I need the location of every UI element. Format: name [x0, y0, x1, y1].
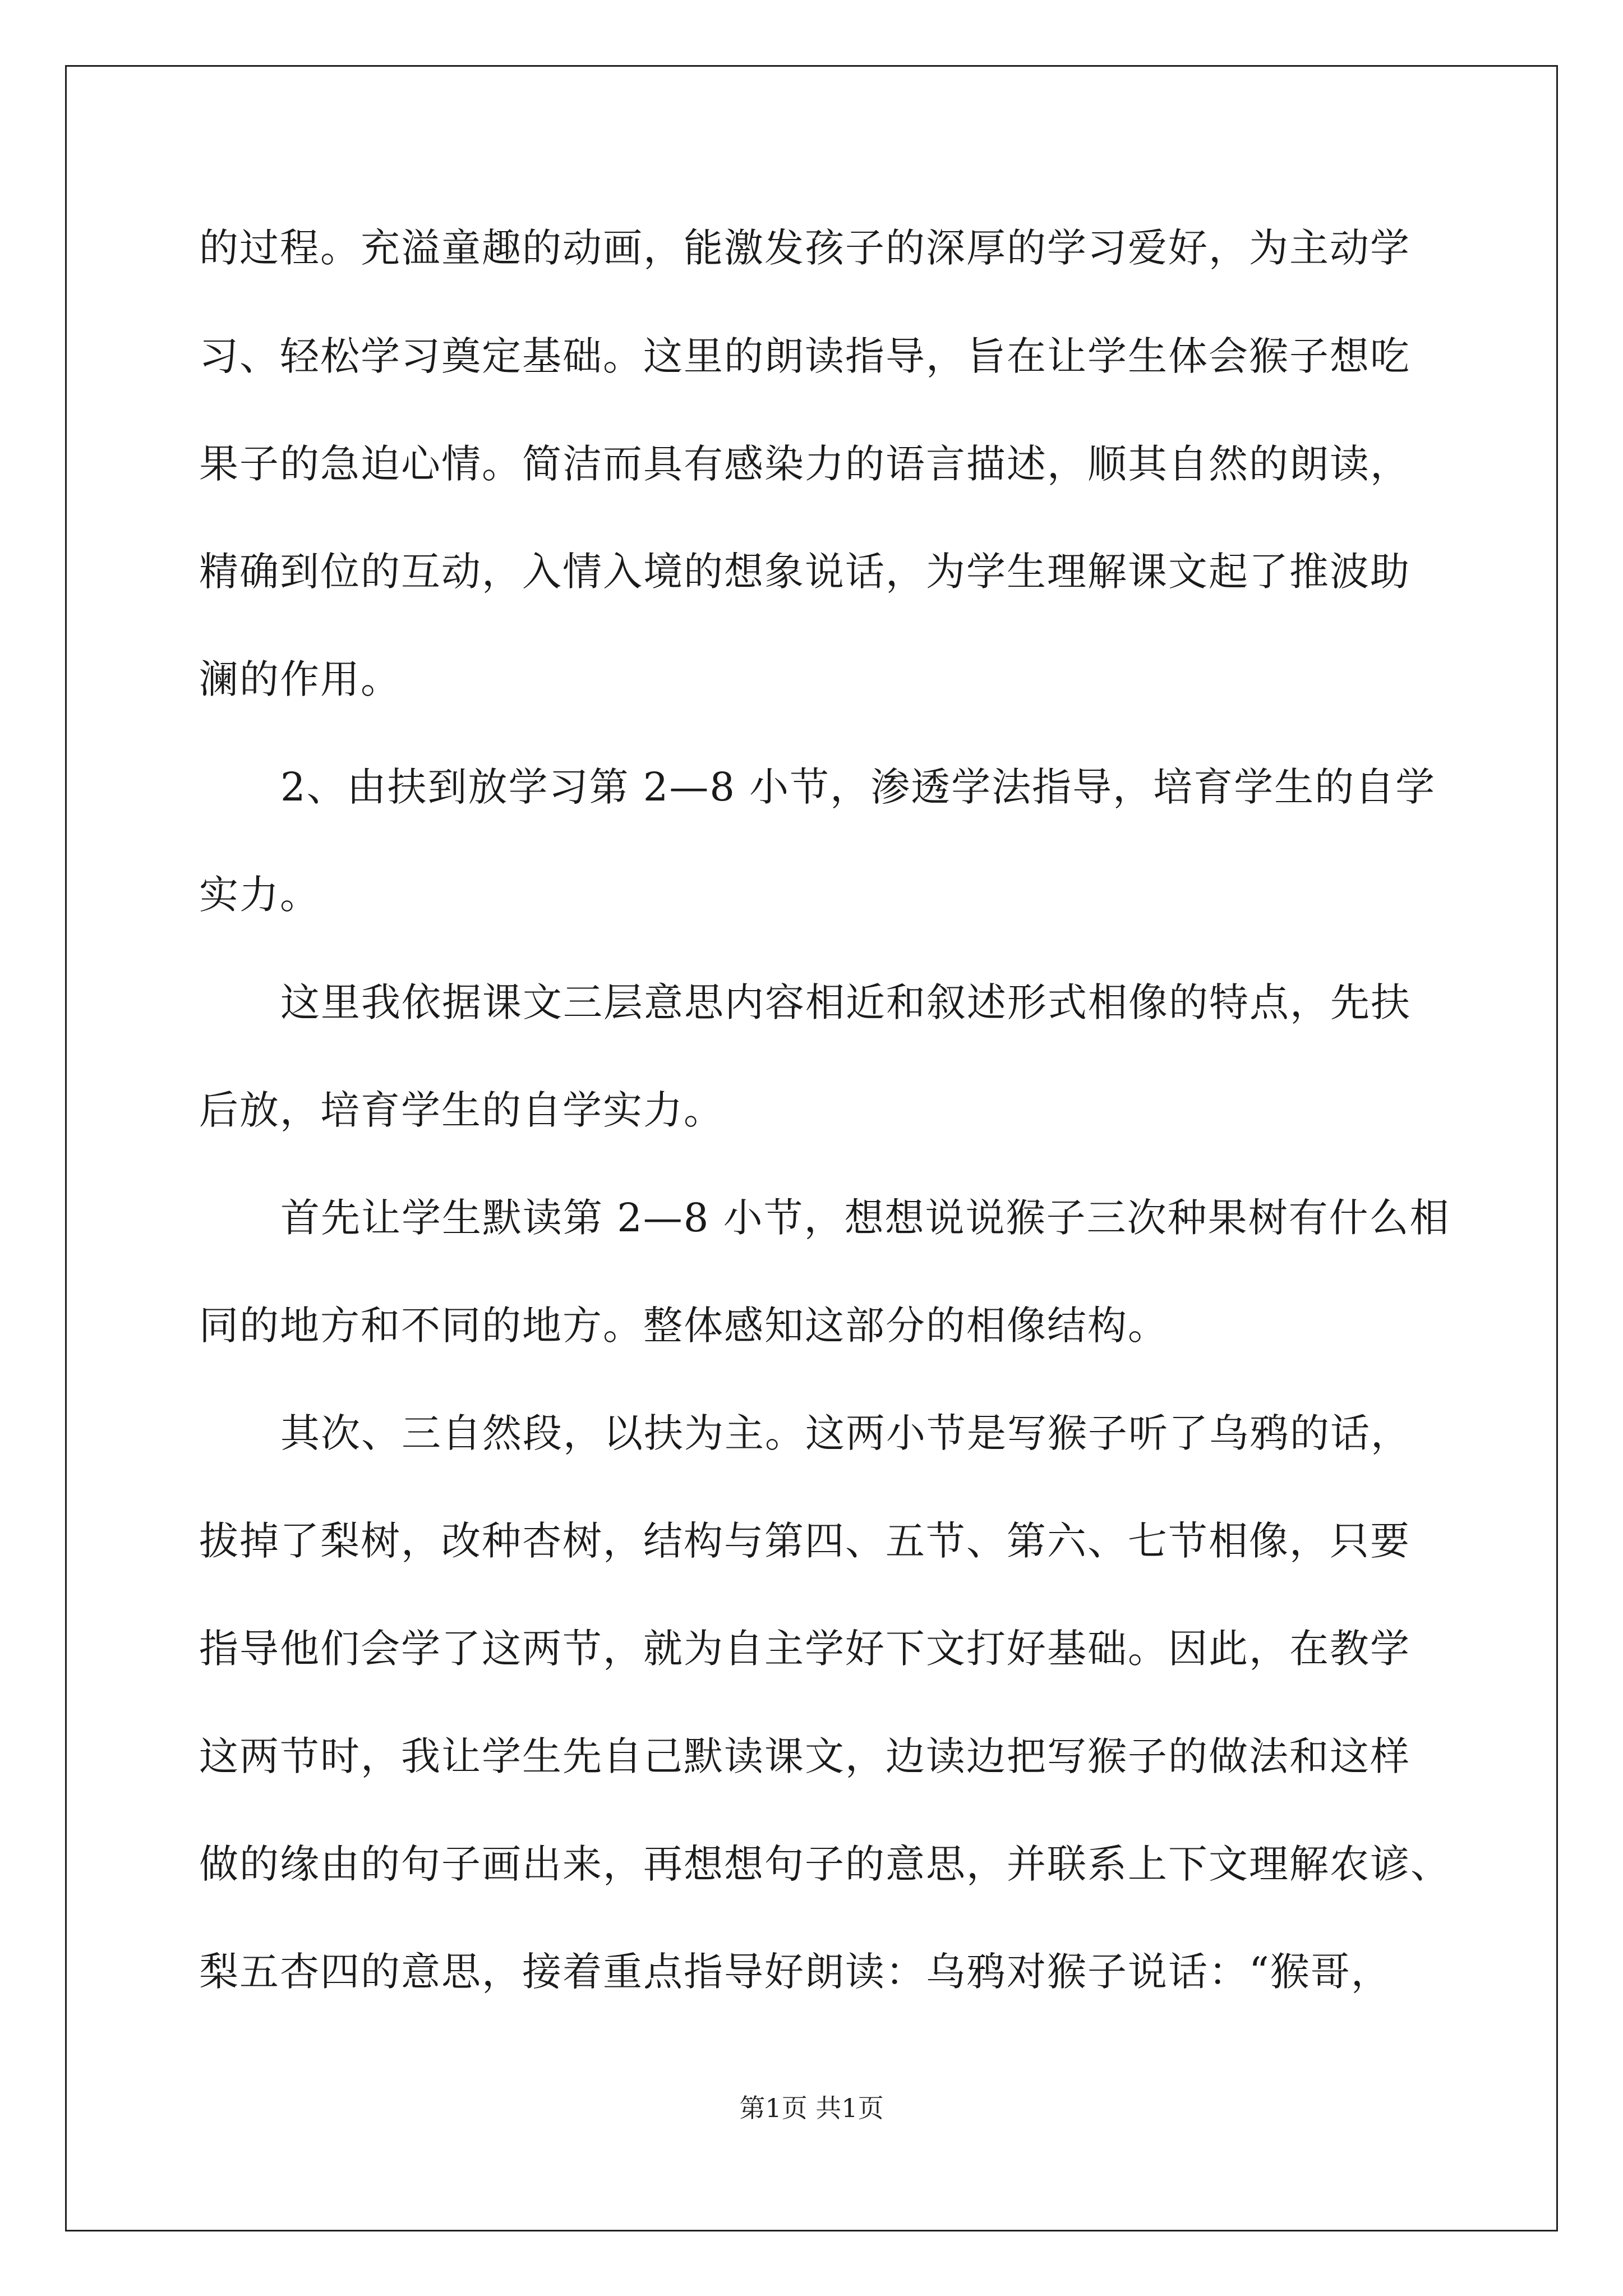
paragraph-line: 指导他们会学了这两节，就为自主学好下文打好基础。因此，在教学: [199, 1626, 1410, 1672]
paragraph-line: 同的地方和不同的地方。整体感知这部分的相像结构。: [199, 1303, 1168, 1349]
paragraph-line: 实力。: [199, 872, 320, 918]
paragraph-line: 2、由扶到放学习第 2—8 小节，渗透学法指导，培育学生的自学: [280, 764, 1436, 810]
paragraph-line: 的过程。充溢童趣的动画，能激发孩子的深厚的学习爱好，为主动学: [199, 225, 1410, 271]
paragraph-line: 习、轻松学习奠定基础。这里的朗读指导，旨在让学生体会猴子想吃: [199, 333, 1410, 379]
page-border: [65, 65, 1558, 2231]
paragraph-line: 果子的急迫心情。简洁而具有感染力的语言描述，顺其自然的朗读，: [199, 441, 1410, 487]
paragraph-line: 拔掉了梨树，改种杏树，结构与第四、五节、第六、七节相像，只要: [199, 1518, 1410, 1564]
page-number-footer: 第1页 共1页: [739, 2093, 884, 2123]
paragraph-line: 澜的作用。: [199, 656, 401, 702]
paragraph-line: 梨五杏四的意思，接着重点指导好朗读：乌鸦对猴子说话：“猴哥，: [199, 1949, 1391, 1995]
paragraph-line: 这两节时，我让学生先自己默读课文，边读边把写猴子的做法和这样: [199, 1733, 1410, 1779]
paragraph-line: 精确到位的互动，入情入境的想象说话，为学生理解课文起了推波助: [199, 549, 1410, 595]
paragraph-line: 后放，培育学生的自学实力。: [199, 1087, 724, 1133]
paragraph-line: 这里我依据课文三层意思内容相近和叙述形式相像的特点，先扶: [280, 979, 1411, 1025]
paragraph-line: 做的缘由的句子画出来，再想想句子的意思，并联系上下文理解农谚、: [199, 1841, 1451, 1887]
paragraph-line: 首先让学生默读第 2—8 小节，想想说说猴子三次种果树有什么相: [280, 1195, 1450, 1241]
paragraph-line: 其次、三自然段，以扶为主。这两小节是写猴子听了乌鸦的话，: [280, 1410, 1411, 1456]
